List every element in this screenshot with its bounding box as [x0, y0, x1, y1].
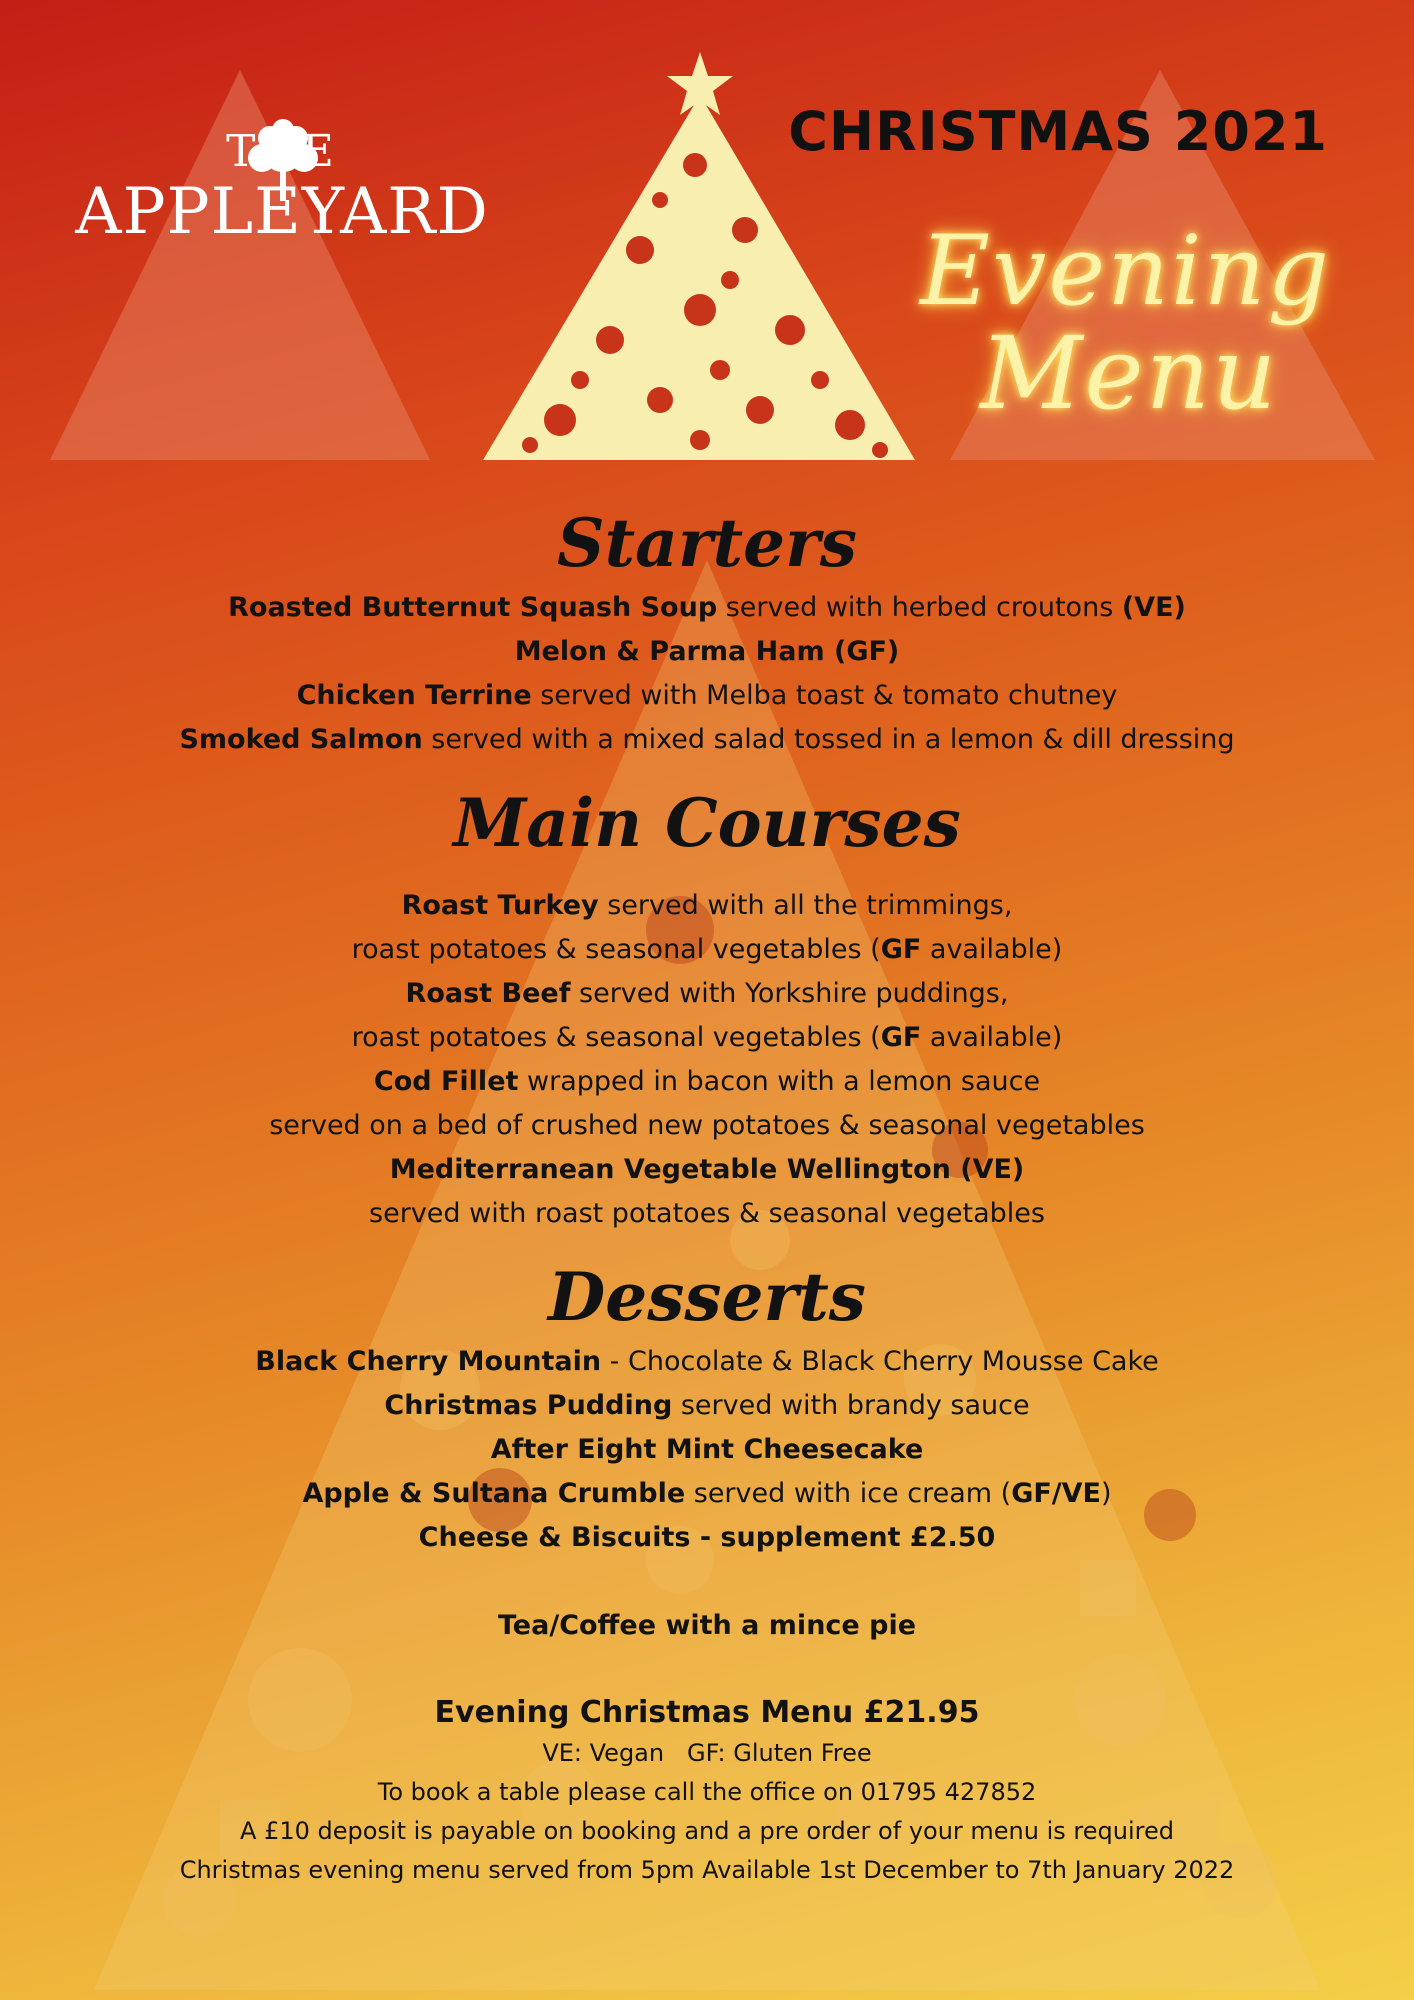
starter-item: Chicken Terrine served with Melba toast & tomato chutney: [296, 680, 1118, 711]
section-gap: [0, 866, 1414, 884]
dessert-item: Black Cherry Mountain - Chocolate & Black Cherry Mousse Cake: [255, 1346, 1159, 1377]
starter-item: Melon & Parma Ham (GF): [514, 636, 900, 667]
main-item: Roast Turkey served with all the trimmings,: [401, 890, 1013, 921]
dessert-item: Cheese & Biscuits - supplement £2.50: [418, 1522, 996, 1553]
logo-the: THE: [226, 126, 338, 177]
section-gap: [0, 1236, 1414, 1254]
main-item-detail: roast potatoes & seasonal vegetables (GF available): [351, 1022, 1063, 1053]
booking-info: To book a table please call the office on 01795 427852: [377, 1778, 1037, 1806]
menu-price: Evening Christmas Menu £21.95: [434, 1695, 980, 1730]
main-item: Cod Fillet wrapped in bacon with a lemon sauce: [373, 1066, 1041, 1097]
main-item-detail: roast potatoes & seasonal vegetables (GF available): [351, 934, 1063, 965]
neon-title-line1: Evening: [920, 215, 1331, 327]
section-gap: [0, 1560, 1414, 1604]
main-item-detail: served with roast potatoes & seasonal vegetables: [369, 1198, 1045, 1229]
main-item: Mediterranean Vegetable Wellington (VE): [389, 1154, 1025, 1185]
starter-item: Roasted Butternut Squash Soup served with herbed croutons (VE): [228, 592, 1186, 623]
desserts-title: Desserts: [548, 1258, 866, 1336]
starter-item: Smoked Salmon served with a mixed salad tossed in a lemon & dill dressing: [179, 724, 1235, 755]
section-gap: [0, 762, 1414, 780]
deposit-info: A £10 deposit is payable on booking and a pre order of your menu is required: [240, 1817, 1174, 1845]
dietary-key: VE: Vegan GF: Gluten Free: [542, 1739, 872, 1767]
dessert-item: Christmas Pudding served with brandy sauce: [384, 1390, 1030, 1421]
tea-coffee: Tea/Coffee with a mince pie: [497, 1610, 917, 1641]
neon-title-line2: Menu: [980, 315, 1279, 432]
mains-title: Main Courses: [453, 784, 961, 862]
menu-body: [0, 500, 1414, 1890]
logo: [52, 120, 512, 248]
logo-name: APPLEYARD: [75, 175, 489, 249]
main-item-detail: served on a bed of crushed new potatoes & seasonal vegetables: [269, 1110, 1145, 1141]
main-item: Roast Beef served with Yorkshire puddings,: [405, 978, 1009, 1009]
neon-title: [920, 215, 1340, 455]
availability-info: Christmas evening menu served from 5pm Available 1st December to 7th January 2022: [179, 1856, 1235, 1884]
headline: CHRISTMAS 2021: [788, 100, 1328, 163]
dessert-item: Apple & Sultana Crumble served with ice cream (GF/VE): [302, 1478, 1112, 1509]
starters-title: Starters: [556, 504, 858, 582]
dessert-item: After Eight Mint Cheesecake: [490, 1434, 924, 1465]
